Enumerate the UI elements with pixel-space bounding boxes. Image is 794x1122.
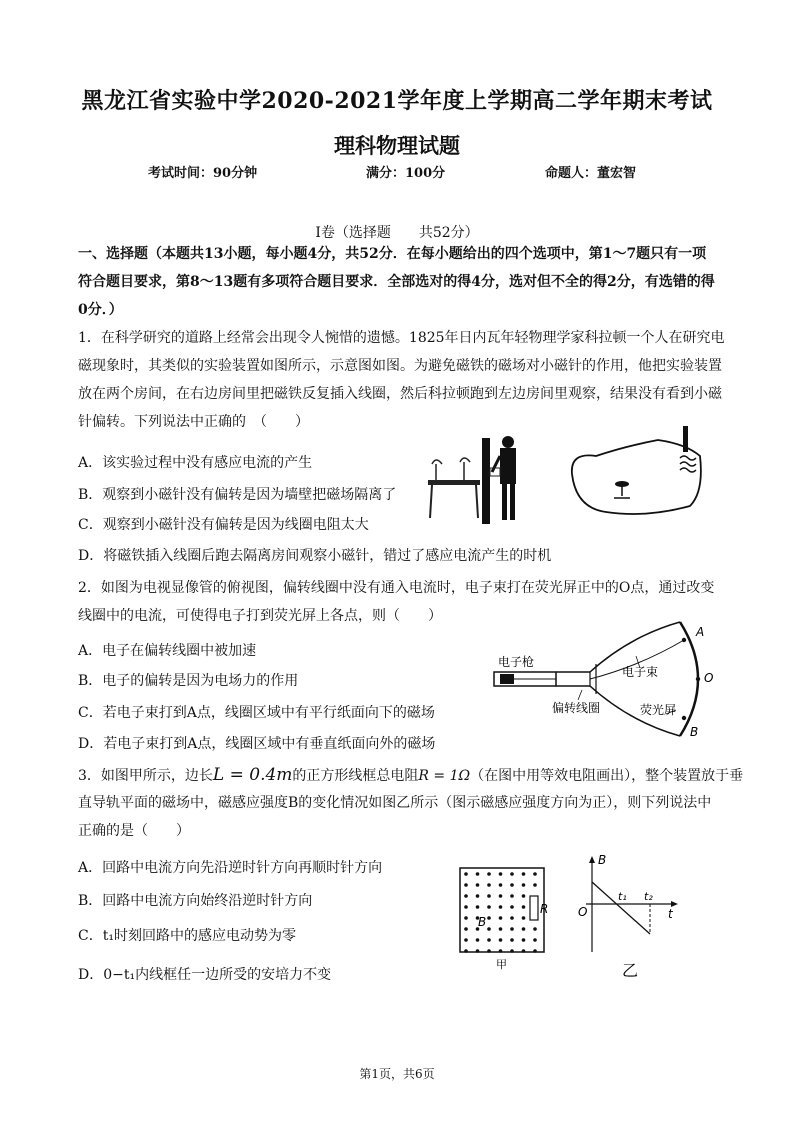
q3-line-3: 正确的是（ ） [78,823,190,839]
q1-lab-illustration [418,428,530,524]
field-dot [487,927,491,931]
field-dot [510,894,514,898]
instruction-line-2: 符合题目要求，第8～13题有多项符合题目要求．全部选对的得4分，选对但不全的得2分，有选错的得 [78,274,715,290]
t2-label: t₂ [644,890,653,903]
field-dot [476,872,480,876]
field-dot [499,905,503,909]
field-dot [522,905,526,909]
field-dot [487,949,491,953]
page-footer: 第1页，共6页 [359,1067,435,1081]
field-dot [487,894,491,898]
compass-needle-icon [615,481,629,487]
resistor-icon [530,896,538,920]
q3-option-d: D．0−t₁内线框任一边所受的安培力不变 [78,967,332,983]
field-dot [499,938,503,942]
field-dot [487,872,491,876]
q3-option-c: C．t₁时刻回路中的感应电动势为零 [78,928,296,944]
field-dot [533,872,537,876]
field-dot [533,927,537,931]
field-dot [487,905,491,909]
magnet-icon [683,426,688,452]
field-dot [464,927,468,931]
t1-label: t₁ [618,890,627,903]
label-yi: 乙 [622,961,639,980]
q1-option-a: A．该实验过程中没有感应电流的产生 [78,455,313,471]
instruction-line-3: 0分．） [78,302,123,318]
field-dot [510,905,514,909]
q1-line-4: 针偏转。下列说法中正确的 （ ） [78,414,309,430]
field-dot [522,894,526,898]
square-frame-diagram [452,860,562,970]
q2-option-d: D．若电子束打到A点，线圈区域中有垂直纸面向外的磁场 [78,736,436,752]
axis-b-label: B [598,853,607,867]
field-dot [464,883,468,887]
q1-option-c: C．观察到小磁针没有偏转是因为线圈电阻太大 [78,517,369,533]
q1-schematic [566,422,706,522]
q1-line-2: 磁现象时，其类似的实验装置如图所示，示意图如图。为避免磁铁的磁场对小磁针的作用，他把实验装置 [78,358,722,374]
label-point-b: B [690,725,699,739]
field-dot [499,916,503,920]
label-point-a: A [696,625,705,639]
field-dot [522,872,526,876]
q2-option-b: B．电子的偏转是因为电场力的作用 [78,673,299,689]
field-dot [464,894,468,898]
field-dot [499,894,503,898]
coil-icon [680,456,696,472]
label-r: R [540,902,549,916]
field-dot [464,938,468,942]
field-dot [464,949,468,953]
field-dot [533,949,537,953]
label-field-b: B [478,915,487,929]
author: 命题人：董宏智 [545,166,637,181]
q2-option-a: A．电子在偏转线圈中被加速 [78,643,257,659]
label-point-o: O [704,671,714,685]
field-dot [510,927,514,931]
field-dot [487,938,491,942]
b-t-graph [572,852,682,982]
paper-title: 黑龙江省实验中学2020-2021学年度上学期高二学年期末考试 [81,88,713,114]
paper-subtitle: 理科物理试题 [334,133,460,158]
label-electron-gun: 电子枪 [498,655,535,669]
q3-math-resistance: R = 1Ω [418,768,471,784]
field-dot [499,927,503,931]
field-dot [464,905,468,909]
field-dot [533,938,537,942]
origin-label: O [578,905,588,919]
field-dot [476,938,480,942]
q3-line-1-part-a: 3．如图甲所示，边长 [78,768,213,784]
q1-line-3: 放在两个房间，在右边房间里把磁铁反复插入线圈，然后科拉顿跑到左边房间里观察，结果没有看到小磁 [78,386,722,402]
full-score: 满分：100分 [366,166,446,181]
q2-line-2: 线圈中的电流，可使得电子打到荧光屏上各点，则（ ） [78,608,442,624]
q1-option-d: D．将磁铁插入线圈后跑去隔离房间观察小磁针，错过了感应电流产生的时机 [78,548,552,564]
q2-line-1: 2．如图为电视显像管的俯视图，偏转线圈中没有通入电流时，电子束打在荧光屏正中的O点，通过改变 [78,580,715,596]
field-dot [464,872,468,876]
field-dot [510,872,514,876]
field-dot [476,905,480,909]
field-dot [522,883,526,887]
field-dot [487,916,491,920]
q3-line-1-part-c: （在图中用等效电阻画出），整个装置放于垂 [470,768,744,784]
field-dot [499,872,503,876]
field-dot [510,949,514,953]
field-dot [522,927,526,931]
label-electron-beam: 电子束 [622,665,659,679]
q1-option-b: B．观察到小磁针没有偏转是因为墙壁把磁场隔离了 [78,487,397,503]
field-dot [510,883,514,887]
q3-line-1 [78,765,743,786]
field-dot [510,916,514,920]
magnetic-field-dots [464,872,537,953]
label-jia: 甲 [496,958,507,970]
section-title: Ⅰ卷（选择题 共52分） [315,225,479,241]
q3-math-length: L = 0.4m [212,765,293,785]
field-dot [499,883,503,887]
label-deflection-coil: 偏转线圈 [552,701,601,715]
field-dot [510,938,514,942]
instruction-line-1: 一、选择题（本题共13小题，每小题4分，共52分．在每小题给出的四个选项中，第1～7题只有一项 [78,246,707,262]
label-screen: 荧光屏 [640,703,677,717]
field-dot [533,883,537,887]
field-dot [487,883,491,887]
axis-t-label: t [668,907,673,921]
q1-line-1: 1．在科学研究的道路上经常会出现令人惋惜的遗憾。1825年日内瓦年轻物理学家科拉顿一个人在研究电 [78,330,725,346]
exam-time: 考试时间：90分钟 [148,166,258,181]
field-dot [476,883,480,887]
field-dot [522,938,526,942]
q2-option-c: C．若电子束打到A点，线圈区域中有平行纸面向下的磁场 [78,705,435,721]
field-dot [522,949,526,953]
q3-line-2: 直导轨平面的磁场中，磁感应强度B的变化情况如图乙所示（图示磁感应强度方向为正），则下列说法中 [78,795,712,811]
q3-line-1-part-b: 的正方形线框总电阻 [292,768,419,784]
crt-diagram [490,616,720,746]
field-dot [476,894,480,898]
field-dot [476,949,480,953]
field-dot [464,916,468,920]
field-dot [499,949,503,953]
q3-option-b: B．回路中电流方向始终沿逆时针方向 [78,893,313,909]
q3-option-a: A．回路中电流方向先沿逆时针方向再顺时针方向 [78,860,383,876]
field-dot [522,916,526,920]
